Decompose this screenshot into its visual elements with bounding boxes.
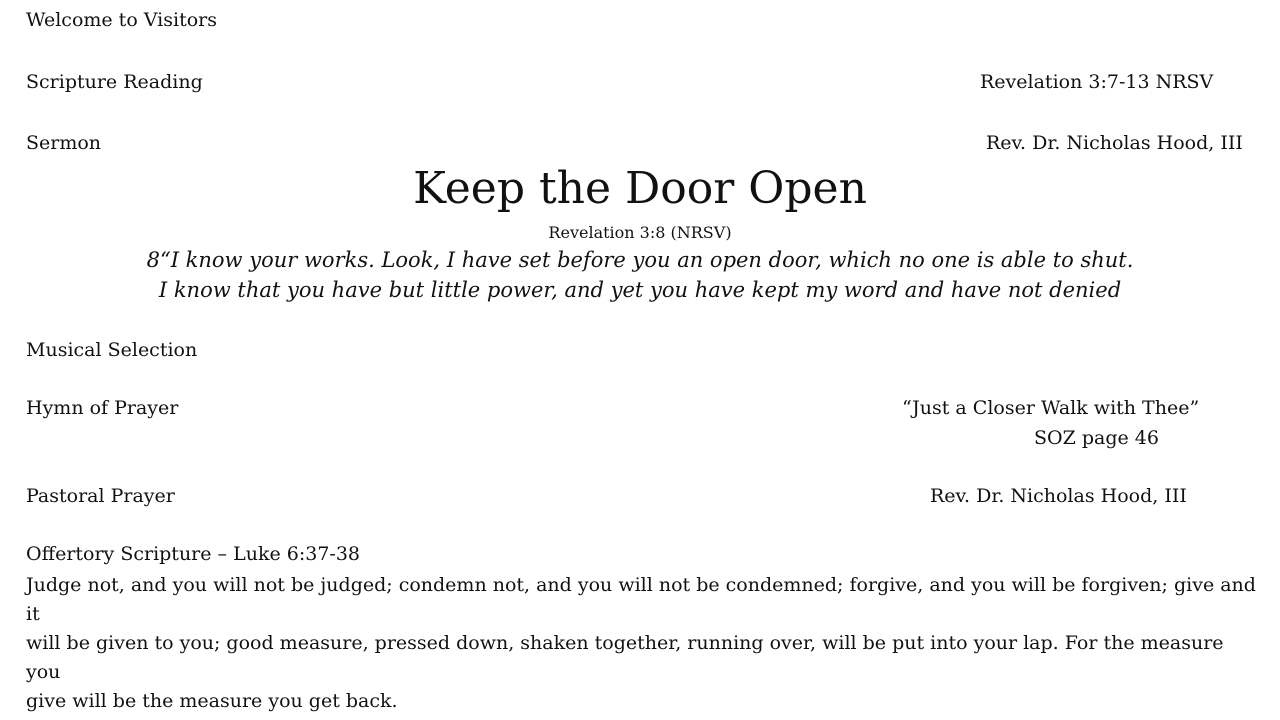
scripture-reading-reference: Revelation 3:7-13 NRSV	[980, 71, 1214, 93]
welcome-visitors: Welcome to Visitors	[26, 9, 217, 31]
pastoral-prayer-label: Pastoral Prayer	[26, 485, 175, 507]
offertory-line: will be given to you; good measure, pressed down, shaken together, running over, will be put into your lap. For the measure you	[26, 632, 1224, 683]
sermon-reference: Revelation 3:8 (NRSV)	[548, 223, 732, 242]
sermon-verse	[0, 245, 1280, 305]
hymn-label: Hymn of Prayer	[26, 397, 179, 419]
sermon-title: Keep the Door Open	[413, 163, 867, 214]
hymn-title: “Just a Closer Walk with Thee”	[902, 397, 1200, 419]
sermon-verse-line: 8“I know your works. Look, I have set before you an open door, which no one is able to shut.	[146, 248, 1134, 272]
offertory-line: Judge not, and you will not be judged; condemn not, and you will not be condemned; forgive, and you will be forgiven; give and it	[26, 574, 1256, 625]
sermon-label: Sermon	[26, 132, 102, 154]
hymn-page: SOZ page 46	[1034, 427, 1159, 449]
pastoral-prayer-speaker: Rev. Dr. Nicholas Hood, III	[930, 485, 1187, 507]
offertory-scripture-text	[26, 571, 1256, 716]
sermon-verse-line: I know that you have but little power, and yet you have kept my word and have not denied	[158, 278, 1122, 302]
offertory-heading: Offertory Scripture – Luke 6:37-38	[26, 543, 361, 565]
musical-selection-label: Musical Selection	[26, 339, 198, 361]
offertory-line: give will be the measure you get back.	[26, 690, 398, 712]
sermon-speaker: Rev. Dr. Nicholas Hood, III	[986, 132, 1243, 154]
scripture-reading-label: Scripture Reading	[26, 71, 203, 93]
